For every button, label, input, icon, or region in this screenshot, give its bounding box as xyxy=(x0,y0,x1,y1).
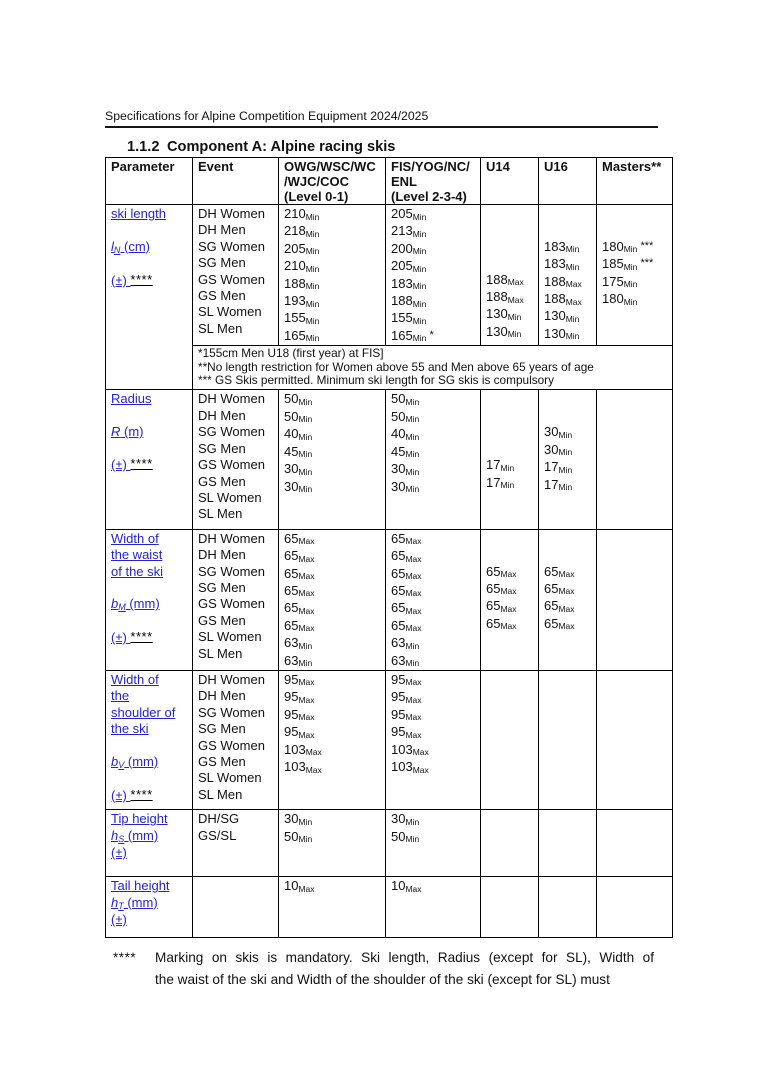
blank-line xyxy=(111,738,191,754)
value: 188Min xyxy=(391,293,427,309)
event-label: GS Men xyxy=(198,288,246,304)
page-footnote xyxy=(105,947,673,991)
value xyxy=(391,776,479,792)
parameter-link[interactable]: Tip height xyxy=(111,811,168,827)
value: 17Min xyxy=(486,457,515,473)
event-label: DH Women xyxy=(198,530,265,546)
value: 210Min xyxy=(284,258,320,274)
event-cell-waist-width xyxy=(193,529,279,670)
blank-line xyxy=(111,408,191,424)
event-label: DH Women xyxy=(198,671,265,687)
masters-cell-radius xyxy=(597,390,673,529)
value xyxy=(602,325,671,341)
section-row-tail-height xyxy=(106,877,673,938)
parameter-link[interactable]: the ski xyxy=(111,721,149,737)
value: 50Min xyxy=(284,391,313,407)
event-label: SG Men xyxy=(198,579,246,595)
table-footnote-line: **No length restriction for Women above 55 and Men above 65 years of age xyxy=(198,359,594,374)
value: 30Min xyxy=(284,461,313,477)
table-footnote-line: *** GS Skis permitted. Minimum ski length for SG skis is compulsory xyxy=(198,373,554,388)
event-label: DH/SG xyxy=(198,811,240,827)
value: 30Min xyxy=(284,478,313,494)
value: 183Min xyxy=(391,275,427,292)
value xyxy=(544,531,595,547)
value xyxy=(602,308,671,324)
masters-cell-tail-height xyxy=(597,877,673,938)
section-row-radius xyxy=(106,390,673,529)
value: 155Min xyxy=(284,310,320,326)
value: 103Max xyxy=(284,741,322,758)
value: 180Min *** xyxy=(602,238,654,255)
value: 45Min xyxy=(284,443,313,460)
u16-cell-radius xyxy=(539,390,597,529)
value xyxy=(544,547,595,563)
u14-cell-radius xyxy=(481,390,539,529)
event-label: SL Women xyxy=(198,629,262,645)
value: 205Min xyxy=(391,258,427,274)
value: 30Min xyxy=(391,478,420,494)
value: 188Max xyxy=(544,273,582,290)
event-label: GS Men xyxy=(198,473,246,489)
parameter-link[interactable]: hT (mm) xyxy=(111,894,158,911)
value: 95Max xyxy=(391,706,422,723)
event-label: SL Men xyxy=(198,506,243,522)
value xyxy=(391,512,479,528)
table-footnote-line: *155cm Men U18 (first year) at FIS] xyxy=(198,346,384,361)
value xyxy=(391,793,479,809)
event-label: SG Men xyxy=(198,255,246,271)
value: 103Max xyxy=(391,759,429,775)
parameter-cell-ski-length xyxy=(106,205,193,390)
document-header-title: Specifications for Alpine Competition Equipment 2024/2025 xyxy=(105,109,429,123)
value: 210Min xyxy=(284,206,320,222)
value xyxy=(486,255,537,271)
owg-cell-ski-length xyxy=(279,205,386,346)
value: 10Max xyxy=(284,878,315,894)
fis-cell-ski-length xyxy=(386,205,481,346)
masters-cell-waist-width xyxy=(597,529,673,670)
table-header-row xyxy=(106,158,673,205)
value: 180Min xyxy=(602,291,638,307)
event-label: DH Men xyxy=(198,222,246,238)
value: 65Max xyxy=(486,563,517,580)
value: 65Max xyxy=(391,565,422,582)
masters-cell-shoulder-width xyxy=(597,670,673,809)
parameter-cell-tip-height xyxy=(106,810,193,877)
column-header-fis-yog-nc-enl: FIS/YOG/NC/ ENL (Level 2-3-4) xyxy=(386,158,481,205)
specifications-table xyxy=(105,157,673,938)
value: 95Max xyxy=(284,706,315,723)
value xyxy=(391,496,479,512)
value: 205Min xyxy=(284,240,320,257)
document-header xyxy=(105,109,658,128)
value xyxy=(486,492,537,508)
fis-cell-tip-height xyxy=(386,810,481,877)
value: 155Min xyxy=(391,310,427,326)
event-label: SL Women xyxy=(198,770,262,786)
column-header-parameter: Parameter xyxy=(106,158,193,205)
value: 45Min xyxy=(391,443,420,460)
value: 50Min xyxy=(284,408,313,425)
section-row-tip-height xyxy=(106,810,673,877)
u16-cell-shoulder-width xyxy=(539,670,597,809)
event-cell-tail-height xyxy=(193,877,279,938)
event-label: GS Men xyxy=(198,612,246,628)
event-label: SG Women xyxy=(198,238,265,254)
column-header-masters: Masters** xyxy=(597,158,673,205)
value xyxy=(486,633,537,649)
value: 30Min xyxy=(544,424,573,440)
parameter-link[interactable]: Width of xyxy=(111,671,159,687)
parameter-link[interactable]: (±) **** xyxy=(111,786,153,803)
fis-cell-tail-height xyxy=(386,877,481,938)
u16-cell-ski-length xyxy=(539,205,597,346)
value: 95Max xyxy=(391,671,422,688)
column-header-u14: U14 xyxy=(481,158,539,205)
section-row-ski-length xyxy=(106,205,673,346)
blank-line xyxy=(111,256,191,272)
value xyxy=(486,206,537,222)
value: 183Min xyxy=(544,238,580,255)
event-label: SG Women xyxy=(198,704,265,720)
section-heading-title: Component A: Alpine racing skis xyxy=(167,139,396,155)
value: 40Min xyxy=(391,426,420,442)
footnote-line: Marking on skis is mandatory. Ski length, Radius (except for SL), Width of xyxy=(155,950,654,966)
value: 185Min *** xyxy=(602,256,654,272)
value: 188Max xyxy=(486,289,524,305)
value: 175Min xyxy=(602,273,638,290)
value: 95Max xyxy=(391,724,422,740)
column-header-u16: U16 xyxy=(539,158,597,205)
event-label: SL Men xyxy=(198,645,243,661)
event-label: DH Men xyxy=(198,688,246,704)
owg-cell-shoulder-width xyxy=(279,670,386,809)
section-heading xyxy=(105,139,673,155)
value: 65Max xyxy=(284,548,315,564)
parameter-link[interactable]: lN (cm) xyxy=(111,238,150,255)
event-label: SL Men xyxy=(198,320,243,336)
owg-cell-radius xyxy=(279,390,386,529)
parameter-link[interactable]: Radius xyxy=(111,391,152,407)
blank-line xyxy=(111,222,191,238)
parameter-link[interactable]: bM (mm) xyxy=(111,596,160,613)
value: 65Max xyxy=(391,530,422,547)
parameter-cell-tail-height xyxy=(106,877,193,938)
value: 65Max xyxy=(544,598,575,614)
value xyxy=(544,494,595,510)
value xyxy=(544,391,595,407)
value: 65Max xyxy=(284,565,315,582)
value: 50Min xyxy=(391,408,420,425)
value xyxy=(284,496,384,512)
value: 30Min xyxy=(284,811,313,827)
value: 213Min xyxy=(391,223,427,239)
value: 205Min xyxy=(391,206,427,222)
table-body xyxy=(106,205,673,938)
value xyxy=(486,650,537,666)
event-label: GS Women xyxy=(198,596,265,612)
value: 63Min xyxy=(284,652,313,669)
value xyxy=(544,408,595,424)
value xyxy=(284,512,384,528)
value: 40Min xyxy=(284,426,313,442)
parameter-link[interactable]: (±) xyxy=(111,912,127,928)
fis-cell-waist-width xyxy=(386,529,481,670)
page-content xyxy=(105,109,673,991)
value: 65Max xyxy=(391,548,422,564)
value: 165Min * xyxy=(391,327,434,344)
section-row-shoulder-width xyxy=(106,670,673,809)
value: 65Max xyxy=(544,580,575,597)
event-label: SL Women xyxy=(198,489,262,505)
value: 50Min xyxy=(391,391,420,407)
u14-cell-ski-length xyxy=(481,205,539,346)
blank-line xyxy=(111,441,191,457)
event-label: SL Men xyxy=(198,786,243,802)
value: 188Min xyxy=(284,275,320,292)
event-label: GS Women xyxy=(198,737,265,753)
event-label: GS Men xyxy=(198,754,246,769)
value: 65Max xyxy=(391,617,422,634)
event-cell-ski-length xyxy=(193,205,279,346)
value: 200Min xyxy=(391,240,427,257)
value xyxy=(544,650,595,666)
owg-cell-tail-height xyxy=(279,877,386,938)
fis-cell-shoulder-width xyxy=(386,670,481,809)
event-label: SG Men xyxy=(198,440,246,456)
event-label: DH Men xyxy=(198,547,246,563)
parameter-link[interactable]: the waist xyxy=(111,547,163,563)
value: 10Max xyxy=(391,878,422,894)
value: 188Max xyxy=(544,291,582,307)
footnote-line: the waist of the ski and Width of the shoulder of the ski (except for SL) must xyxy=(155,972,610,988)
masters-cell-tip-height xyxy=(597,810,673,877)
footnote-marker: **** xyxy=(113,950,137,966)
value xyxy=(486,508,537,524)
value: 17Min xyxy=(544,459,573,475)
value: 193Min xyxy=(284,293,320,309)
value: 218Min xyxy=(284,223,320,239)
value: 63Min xyxy=(391,635,420,651)
value: 130Min xyxy=(544,308,580,324)
value xyxy=(602,222,671,238)
parameter-link[interactable]: (±) **** xyxy=(111,456,153,473)
value: 65Max xyxy=(544,563,575,580)
value: 65Max xyxy=(486,598,517,614)
section-row-waist-width xyxy=(106,529,673,670)
value xyxy=(486,531,537,547)
column-header-event: Event xyxy=(193,158,279,205)
value: 130Min xyxy=(486,323,522,340)
value: 30Min xyxy=(391,811,420,827)
u16-cell-tip-height xyxy=(539,810,597,877)
event-label: GS/SL xyxy=(198,827,237,843)
value: 50Min xyxy=(284,828,313,845)
event-label: SL Women xyxy=(198,304,262,320)
value xyxy=(486,391,537,407)
parameter-link[interactable]: hS (mm) xyxy=(111,827,159,844)
owg-cell-waist-width xyxy=(279,529,386,670)
value xyxy=(602,206,671,222)
blank-line xyxy=(111,580,191,596)
event-label: SG Women xyxy=(198,424,265,440)
parameter-link[interactable]: (±) **** xyxy=(111,271,153,288)
event-cell-radius xyxy=(193,390,279,529)
value: 65Max xyxy=(391,600,422,616)
event-label: DH Women xyxy=(198,391,265,407)
value: 50Min xyxy=(391,828,420,845)
parameter-cell-waist-width xyxy=(106,529,193,670)
value: 63Min xyxy=(284,635,313,651)
value xyxy=(486,424,537,440)
value: 65Max xyxy=(486,615,517,632)
table-footnotes xyxy=(193,346,673,390)
event-label: DH Women xyxy=(198,206,265,221)
value: 130Min xyxy=(486,306,522,322)
value: 95Max xyxy=(284,724,315,740)
event-label: DH Men xyxy=(198,407,246,423)
value: 17Min xyxy=(486,474,515,490)
parameter-link[interactable]: (±) **** xyxy=(111,629,153,646)
value: 95Max xyxy=(391,689,422,705)
value xyxy=(486,441,537,457)
value: 103Max xyxy=(391,741,429,758)
owg-cell-tip-height xyxy=(279,810,386,877)
u14-cell-waist-width xyxy=(481,529,539,670)
u16-cell-waist-width xyxy=(539,529,597,670)
value: 63Min xyxy=(391,652,420,669)
u14-cell-tip-height xyxy=(481,810,539,877)
value xyxy=(544,633,595,649)
value: 103Max xyxy=(284,759,322,775)
value xyxy=(544,510,595,526)
event-label: GS Women xyxy=(198,271,265,287)
event-cell-shoulder-width xyxy=(193,670,279,809)
value xyxy=(544,222,595,238)
parameter-link[interactable]: R (m) xyxy=(111,424,144,440)
parameter-link[interactable]: bV (mm) xyxy=(111,754,159,770)
u14-cell-tail-height xyxy=(481,877,539,938)
column-header-owg-wsc-wc-wjc-coc: OWG/WSC/WC /WJC/COC (Level 0-1) xyxy=(279,158,386,205)
parameter-cell-radius xyxy=(106,390,193,529)
value: 17Min xyxy=(544,476,573,492)
value: 65Max xyxy=(486,580,517,597)
value xyxy=(486,239,537,255)
value: 65Max xyxy=(544,615,575,632)
value: 165Min xyxy=(284,327,320,344)
value: 65Max xyxy=(284,600,315,616)
event-label: SG Men xyxy=(198,721,246,737)
value: 95Max xyxy=(284,671,315,688)
value xyxy=(284,776,384,792)
value: 65Max xyxy=(284,530,315,547)
parameter-link[interactable]: Width of xyxy=(111,530,159,546)
blank-line xyxy=(111,771,191,787)
event-label: GS Women xyxy=(198,457,265,473)
value xyxy=(486,408,537,424)
parameter-link[interactable]: ski length xyxy=(111,206,166,221)
parameter-link[interactable]: the xyxy=(111,688,130,704)
parameter-link[interactable]: of the ski xyxy=(111,563,164,579)
parameter-link[interactable]: (±) xyxy=(111,845,127,861)
value: 188Max xyxy=(486,271,524,288)
value xyxy=(544,206,595,222)
value: 30Min xyxy=(391,461,420,477)
u14-cell-shoulder-width xyxy=(481,670,539,809)
value xyxy=(486,222,537,238)
value: 65Max xyxy=(284,582,315,599)
parameter-link[interactable]: shoulder of xyxy=(111,704,176,720)
fis-cell-radius xyxy=(386,390,481,529)
u16-cell-tail-height xyxy=(539,877,597,938)
value xyxy=(284,793,384,809)
parameter-link[interactable]: Tail height xyxy=(111,878,170,894)
event-cell-tip-height xyxy=(193,810,279,877)
blank-line xyxy=(111,614,191,630)
parameter-cell-shoulder-width xyxy=(106,670,193,809)
value: 183Min xyxy=(544,256,580,272)
footnote-text xyxy=(155,947,654,991)
value xyxy=(486,547,537,563)
event-label: SG Women xyxy=(198,563,265,579)
value: 65Max xyxy=(391,582,422,599)
value: 130Min xyxy=(544,325,580,342)
value: 30Min xyxy=(544,441,573,458)
masters-cell-ski-length xyxy=(597,205,673,346)
value: 65Max xyxy=(284,617,315,634)
value: 95Max xyxy=(284,689,315,705)
section-heading-number: 1.1.2 xyxy=(127,139,160,155)
